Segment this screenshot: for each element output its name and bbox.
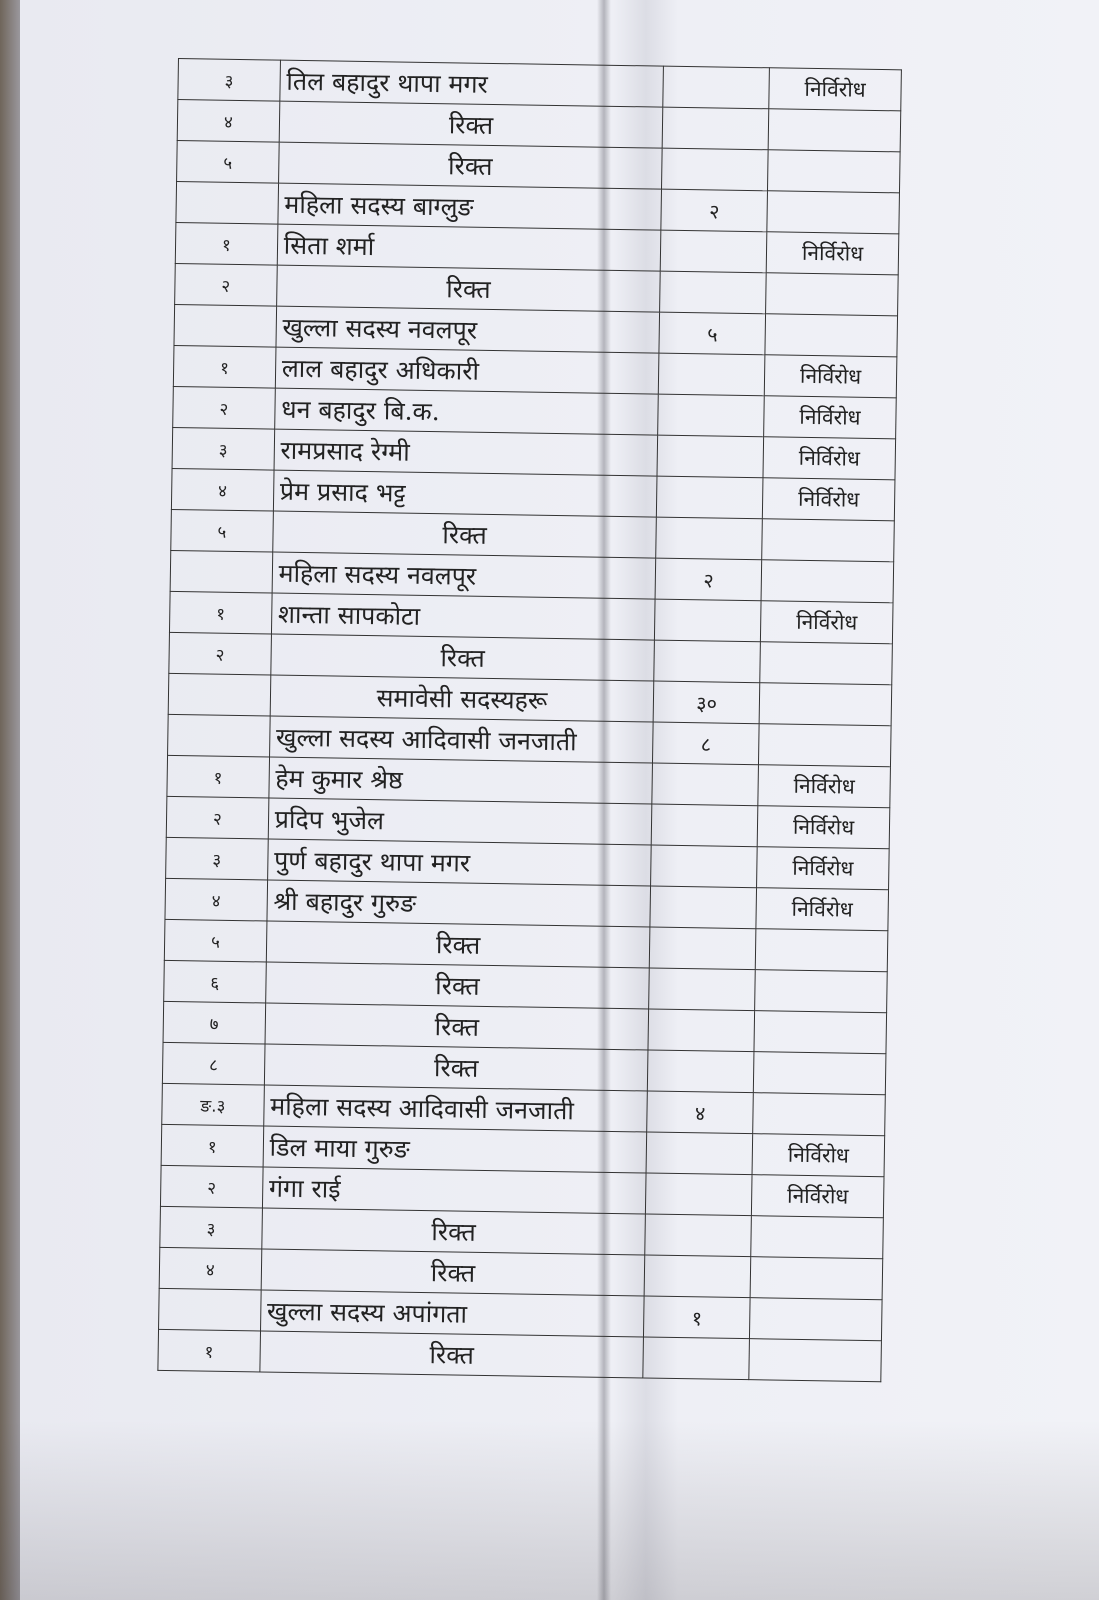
member-name-cell: रिक्त (264, 1044, 648, 1091)
serial-number-cell: १ (167, 755, 269, 798)
serial-number-cell: २ (175, 263, 277, 306)
election-status-cell: निर्विरोध (763, 437, 896, 480)
serial-number-cell (174, 304, 276, 347)
election-status-cell: निर्विरोध (752, 1134, 885, 1177)
election-status-cell: निर्विरोध (758, 765, 891, 808)
serial-number-cell: ४ (165, 878, 267, 921)
election-status-cell (767, 191, 900, 234)
serial-number-cell: ४ (177, 100, 279, 143)
member-name-cell: डिल माया गुरुङ (263, 1126, 647, 1173)
election-status-cell (753, 1093, 886, 1136)
member-name-cell: तिल बहादुर थापा मगर (280, 60, 664, 107)
seat-count-cell (652, 763, 758, 806)
member-name-cell: रिक्त (278, 142, 662, 189)
seat-count-cell (650, 886, 756, 929)
serial-number-cell: ३ (166, 837, 268, 880)
member-name-cell: खुल्ला सदस्य आदिवासी जनजाती (269, 716, 653, 763)
member-name-cell: रिक्त (279, 101, 663, 148)
member-name-cell: समावेसी सदस्यहरू (270, 675, 654, 722)
serial-number-cell (159, 1288, 261, 1331)
election-status-cell (755, 929, 888, 972)
election-status-cell (762, 519, 895, 562)
election-status-cell: निर्विरोध (757, 806, 890, 849)
member-name-cell: महिला सदस्य बाग्लुङ (278, 183, 662, 230)
election-status-cell (754, 1011, 887, 1054)
member-name-cell: रिक्त (271, 634, 655, 681)
member-name-cell: रिक्त (265, 962, 649, 1009)
election-status-cell (753, 1052, 886, 1095)
serial-number-cell: ६ (164, 960, 266, 1003)
seat-count-cell (659, 353, 765, 396)
election-status-cell (759, 724, 892, 767)
serial-number-cell (168, 673, 270, 716)
election-status-cell (749, 1339, 882, 1382)
election-status-cell (760, 642, 893, 685)
seat-count-cell (646, 1173, 752, 1216)
seat-count-cell (654, 640, 760, 683)
member-name-cell: गंगा राई (262, 1167, 646, 1214)
election-status-cell (755, 970, 888, 1013)
serial-number-cell: ८ (162, 1042, 264, 1085)
serial-number-cell: ५ (171, 509, 273, 552)
serial-number-cell: ४ (159, 1247, 261, 1290)
seat-count-cell (660, 271, 766, 314)
seat-count-cell (645, 1214, 751, 1257)
member-name-cell: हेम कुमार श्रेष्ठ (269, 757, 653, 804)
serial-number-cell: १ (175, 222, 277, 265)
member-name-cell: रामप्रसाद रेग्मी (274, 429, 658, 476)
serial-number-cell: २ (166, 796, 268, 839)
election-status-cell: निर्विरोध (764, 355, 897, 398)
seat-count-cell (657, 476, 763, 519)
member-table-body (158, 59, 902, 1382)
seat-count-cell (643, 1337, 749, 1380)
seat-count-cell (657, 435, 763, 478)
election-status-cell (766, 273, 899, 316)
serial-number-cell: ३ (160, 1206, 262, 1249)
election-status-cell: निर्विरोध (766, 232, 899, 275)
member-name-cell: रिक्त (260, 1331, 644, 1378)
election-status-cell (750, 1298, 883, 1341)
seat-count-cell (658, 394, 764, 437)
election-status-cell (759, 683, 892, 726)
member-name-cell: खुल्ला सदस्य अपांगता (260, 1290, 644, 1337)
member-name-cell: शान्ता सापकोटा (271, 593, 655, 640)
election-status-cell (751, 1216, 884, 1259)
election-status-cell: निर्विरोध (760, 601, 893, 644)
member-name-cell: प्रेम प्रसाद भट्ट (273, 470, 657, 517)
seat-count-cell: ३० (653, 681, 759, 724)
seat-count-cell (655, 599, 761, 642)
seat-count-cell: ८ (653, 722, 759, 765)
serial-number-cell: ५ (164, 919, 266, 962)
serial-number-cell: ३ (172, 427, 274, 470)
serial-number-cell: १ (161, 1124, 263, 1167)
serial-number-cell: १ (173, 345, 275, 388)
member-name-cell: लाल बहादुर अधिकारी (275, 347, 659, 394)
serial-number-cell: २ (173, 386, 275, 429)
member-name-cell: महिला सदस्य नवलपूर (272, 552, 656, 599)
seat-count-cell (651, 845, 757, 888)
election-status-cell: निर्विरोध (762, 478, 895, 521)
serial-number-cell (176, 181, 278, 224)
member-name-cell: रिक्त (265, 1003, 649, 1050)
election-status-cell: निर्विरोध (751, 1175, 884, 1218)
election-status-cell (768, 150, 901, 193)
election-status-cell (750, 1257, 883, 1300)
seat-count-cell (652, 804, 758, 847)
seat-count-cell (648, 1009, 754, 1052)
seat-count-cell (648, 1050, 754, 1093)
member-name-cell: महिला सदस्य आदिवासी जनजाती (263, 1085, 647, 1132)
member-name-cell: रिक्त (276, 265, 660, 312)
member-name-cell: धन बहादुर बि.क. (274, 388, 658, 435)
seat-count-cell: ५ (659, 312, 765, 355)
serial-number-cell: ३ (178, 59, 280, 102)
serial-number-cell: ७ (163, 1001, 265, 1044)
member-name-cell: खुल्ला सदस्य नवलपूर (276, 306, 660, 353)
election-status-cell (765, 314, 898, 357)
serial-number-cell: ङ.३ (162, 1083, 264, 1126)
seat-count-cell (662, 148, 768, 191)
seat-count-cell (649, 968, 755, 1011)
member-name-cell: पुर्ण बहादुर थापा मगर (267, 839, 651, 886)
seat-count-cell (661, 230, 767, 273)
serial-number-cell: ४ (171, 468, 273, 511)
seat-count-cell: २ (661, 189, 767, 232)
serial-number-cell: २ (160, 1165, 262, 1208)
member-name-cell: रिक्त (261, 1249, 645, 1296)
serial-number-cell: ५ (177, 140, 279, 183)
election-status-cell: निर्विरोध (764, 396, 897, 439)
election-status-cell: निर्विरोध (756, 888, 889, 931)
seat-count-cell: १ (644, 1296, 750, 1339)
election-status-cell: निर्विरोध (757, 847, 890, 890)
member-name-cell: प्रदिप भुजेल (268, 798, 652, 845)
election-status-cell (761, 560, 894, 603)
serial-number-cell (168, 714, 270, 757)
seat-count-cell: २ (655, 558, 761, 601)
member-name-cell: श्री बहादुर गुरुङ (267, 880, 651, 927)
serial-number-cell: २ (169, 632, 271, 675)
serial-number-cell (170, 550, 272, 593)
seat-count-cell (662, 107, 768, 150)
seat-count-cell (646, 1132, 752, 1175)
seat-count-cell: ४ (647, 1091, 753, 1134)
election-status-cell (768, 109, 901, 152)
member-name-cell: रिक्त (262, 1208, 646, 1255)
election-status-cell: निर्विरोध (769, 68, 902, 111)
member-table (157, 58, 902, 1382)
seat-count-cell (663, 66, 769, 109)
seat-count-cell (644, 1255, 750, 1298)
member-name-cell: रिक्त (272, 511, 656, 558)
serial-number-cell: १ (169, 591, 271, 634)
member-name-cell: रिक्त (266, 921, 650, 968)
serial-number-cell: १ (158, 1329, 260, 1372)
bottom-shadow (0, 1420, 1099, 1600)
seat-count-cell (650, 927, 756, 970)
seat-count-cell (656, 517, 762, 560)
member-name-cell: सिता शर्मा (277, 224, 661, 271)
